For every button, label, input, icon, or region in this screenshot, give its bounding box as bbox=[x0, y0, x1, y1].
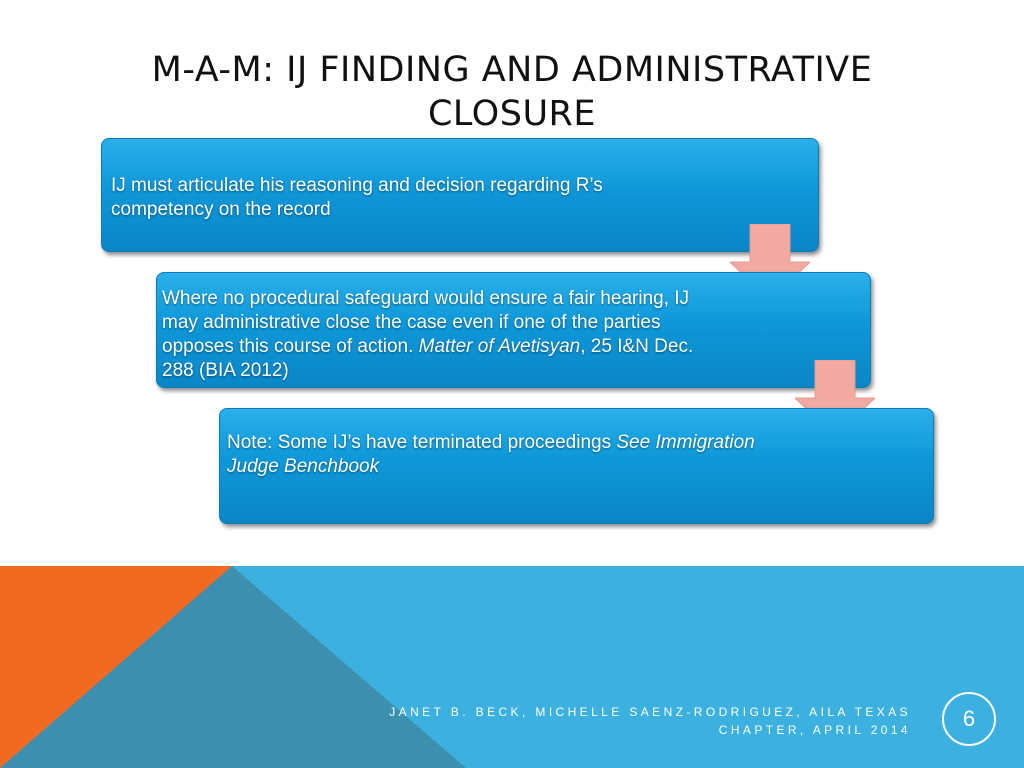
process-box-1 bbox=[101, 138, 819, 252]
footer-credit bbox=[389, 703, 911, 739]
footer-credit-line-2: CHAPTER, APRIL 2014 bbox=[718, 723, 911, 737]
case-citation-name: Matter of Avetisyan bbox=[418, 336, 581, 357]
page-number-badge: 6 bbox=[942, 692, 996, 746]
process-box-2 bbox=[156, 272, 871, 388]
process-box-1-text: IJ must articulate his reasoning and decision regarding R’s competency on the record bbox=[111, 175, 603, 220]
process-box-2-body: Where no procedural safeguard would ensure a fair hearing, IJ may administrative close the case even if one of the parties opposes this course of action. bbox=[162, 288, 690, 357]
process-box-2-text bbox=[162, 287, 722, 383]
process-box-3 bbox=[219, 408, 934, 524]
process-box-3-text bbox=[227, 431, 787, 479]
slide-title: M-A-M: IJ FINDING AND ADMINISTRATIVE CLOSURE bbox=[151, 50, 873, 134]
benchbook-citation: See Immigration Judge Benchbook bbox=[227, 432, 755, 477]
process-box-3-body: Note: Some IJ’s have terminated proceedings bbox=[227, 432, 617, 453]
footer-credit-line-1: JANET B. BECK, MICHELLE SAENZ-RODRIGUEZ, AILA TEXAS bbox=[389, 705, 911, 719]
case-citation-reference: , 25 I&N Dec. 288 (BIA 2012) bbox=[162, 336, 694, 381]
